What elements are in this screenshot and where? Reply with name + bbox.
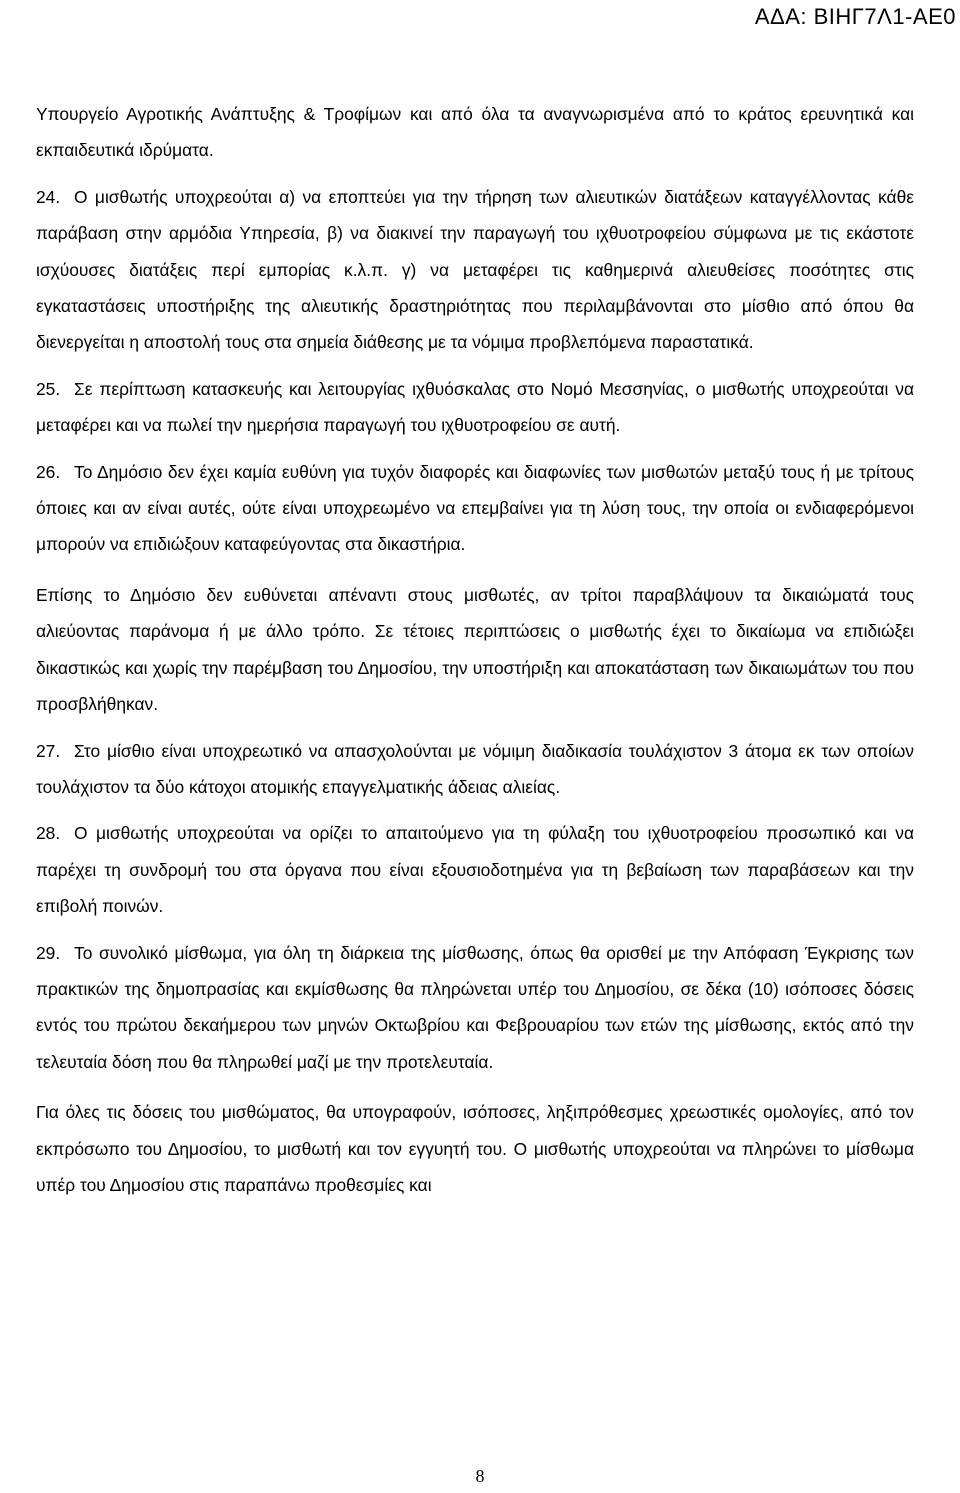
item-paragraph: Το Δημόσιο δεν έχει καμία ευθύνη για τυχόν διαφορές και διαφωνίες των μισθωτών μεταξύ τους ή με τρίτους όποιες και αν είναι αυτές, ούτε είναι υποχρεωμένο να επεμβαίνει για τη λύση τους, την οποία οι ενδιαφερόμενοι μπορούν να επιδιώξουν καταφεύγοντας στα δικαστήρια. — [36, 461, 914, 555]
item-paragraph: Σε περίπτωση κατασκευής και λειτουργίας ιχθυόσκαλας στο Νομό Μεσσηνίας, ο μισθωτής υποχρεούται να μεταφέρει και να πωλεί την ημερήσια παραγωγή του ιχθυοτροφείου σε αυτή. — [36, 378, 914, 436]
item-paragraph: Ο μισθωτής υποχρεούται α) να εποπτεύει για την τήρηση των αλιευτικών διατάξεων καταγγέλλοντας κάθε παράβαση στην αρμόδια Υπηρεσία, β) να διακινεί την παραγωγή του ιχθυοτροφείου σύμφωνα με τις εκάστοτε ισχύουσες διατάξεις περί εμπορίας κ.λ.π. γ) να μεταφέρει τις καθημερινά αλιευθείσες ποσότητες στις εγκαταστάσεις υποστήριξης της αλιευτικής δραστηριότητας που περιλαμβάνονται στο μίσθιο από όπου θα διενεργείται η αποστολή τους στα σημεία διάθεσης με τα νόμιμα προβλεπόμενα παραστατικά. — [36, 186, 914, 353]
list-item-28: 28. Ο μισθωτής υποχρεούται να ορίζει το απαιτούμενο για τη φύλαξη του ιχθυοτροφείου προσωπικό και να παρέχει τη συνδρομή του στα όργανα που είναι εξουσιοδοτημένα για τη βεβαίωση των παραβάσεων και την επιβολή ποινών. — [36, 815, 914, 924]
list-item-27: 27. Στο μίσθιο είναι υποχρεωτικό να απασχολούνται με νόμιμη διαδικασία τουλάχιστον 3 άτομα εκ των οποίων τουλάχιστον τα δύο κάτοχοι ατομικής επαγγελματικής άδειας αλιείας. — [36, 733, 914, 806]
item-paragraph: Ο μισθωτής υποχρεούται να ορίζει το απαιτούμενο για τη φύλαξη του ιχθυοτροφείου προσωπικό και να παρέχει τη συνδρομή του στα όργανα που είναι εξουσιοδοτημένα για τη βεβαίωση των παραβάσεων και την επιβολή ποινών. — [36, 823, 914, 917]
list-item-25: 25. Σε περίπτωση κατασκευής και λειτουργίας ιχθυόσκαλας στο Νομό Μεσσηνίας, ο μισθωτής υποχρεούται να μεταφέρει και να πωλεί την ημερήσια παραγωγή του ιχθυοτροφείου σε αυτή. — [36, 371, 914, 444]
item-paragraph: Στο μίσθιο είναι υποχρεωτικό να απασχολούνται με νόμιμη διαδικασία τουλάχιστον 3 άτομα εκ των οποίων τουλάχιστον τα δύο κάτοχοι ατομικής επαγγελματικής άδειας αλιείας. — [36, 740, 914, 797]
item-paragraph: Για όλες τις δόσεις του μισθώματος, θα υπογραφούν, ισόποσες, ληξιπρόθεσμες χρεωστικές ομολογίες, από τον εκπρόσωπο του Δημοσίου, το μισθωτή και τον εγγυητή του. Ο μισθωτής υποχρεούται να πληρώνει το μίσθωμα υπέρ του Δημοσίου στις παραπάνω προθεσμίες και — [36, 1102, 914, 1195]
document-body — [36, 96, 914, 1203]
item-paragraph: Επίσης το Δημόσιο δεν ευθύνεται απέναντι στους μισθωτές, αν τρίτοι παραβλάψουν τα δικαιώματά τους αλιεύοντας παράνομα ή με άλλο τρόπο. Σε τέτοιες περιπτώσεις ο μισθωτής έχει το δικαίωμα να επιδιώξει δικαστικώς και χωρίς την παρέμβαση του Δημοσίου, την υποστήριξη και αποκατάσταση των δικαιωμάτων του που προσβλήθηκαν. — [36, 584, 914, 715]
page-number: 8 — [475, 1466, 485, 1486]
intro-continuation: Υπουργείο Αγροτικής Ανάπτυξης & Τροφίμων και από όλα τα αναγνωρισμένα από το κράτος ερευνητικά και εκπαιδευτικά ιδρύματα. — [36, 104, 914, 161]
item-paragraph: Το συνολικό μίσθωμα, για όλη τη διάρκεια της μίσθωσης, όπως θα ορισθεί με την Απόφαση Έγκρισης των πρακτικών της δημοπρασίας και εκμίσθωσης θα πληρώνεται υπέρ του Δημοσίου, σε δέκα (10) ισόποσες δόσεις εντός του πρώτου δεκαήμερου των μηνών Οκτωβρίου και Φεβρουαρίου των ετών της μίσθωσης, εκτός από την τελευταία δόση που θα πληρωθεί μαζί με την προτελευταία. — [36, 942, 914, 1072]
list-item-29: 29. Το συνολικό μίσθωμα, για όλη τη διάρκεια της μίσθωσης, όπως θα ορισθεί με την Απόφαση Έγκρισης των πρακτικών της δημοπρασίας και εκμίσθωσης θα πληρώνεται υπέρ του Δημοσίου, σε δέκα (10) ισόποσες δόσεις εντός του πρώτου δεκαήμερου των μηνών Οκτωβρίου και Φεβρουαρίου των ετών της μίσθωσης, εκτός από την τελευταία δόση που θα πληρωθεί μαζί με την προτελευταία. Για όλες τις δόσεις του μισθώματος, θα υπογραφούν, ισόποσες, ληξιπρόθεσμες χρεωστικές ομολογίες, από τον εκπρόσωπο του Δημοσίου, το μισθωτή και τον εγγυητή του. Ο μισθωτής υποχρεούται να πληρώνει το μίσθωμα υπέρ του Δημοσίου στις παραπάνω προθεσμίες και — [36, 935, 914, 1204]
ada-code: ΑΔΑ: ΒΙΗΓ7Λ1-ΑΕ0 — [754, 4, 956, 29]
list-item-26: 26. Το Δημόσιο δεν έχει καμία ευθύνη για τυχόν διαφορές και διαφωνίες των μισθωτών μεταξύ τους ή με τρίτους όποιες και αν είναι αυτές, ούτε είναι υποχρεωμένο να επεμβαίνει για τη λύση τους, την οποία οι ενδιαφερόμενοι μπορούν να επιδιώξουν καταφεύγοντας στα δικαστήρια. Επίσης το Δημόσιο δεν ευθύνεται απέναντι στους μισθωτές, αν τρίτοι παραβλάψουν τα δικαιώματά τους αλιεύοντας παράνομα ή με άλλο τρόπο. Σε τέτοιες περιπτώσεις ο μισθωτής έχει το δικαίωμα να επιδιώξει δικαστικώς και χωρίς την παρέμβαση του Δημοσίου, την υποστήριξη και αποκατάσταση των δικαιωμάτων του που προσβλήθηκαν. — [36, 454, 914, 723]
list-item-24: 24. Ο μισθωτής υποχρεούται α) να εποπτεύει για την τήρηση των αλιευτικών διατάξεων καταγγέλλοντας κάθε παράβαση στην αρμόδια Υπηρεσία, β) να διακινεί την παραγωγή του ιχθυοτροφείου σύμφωνα με τις εκάστοτε ισχύουσες διατάξεις περί εμπορίας κ.λ.π. γ) να μεταφέρει τις καθημερινά αλιευθείσες ποσότητες στις εγκαταστάσεις υποστήριξης της αλιευτικής δραστηριότητας που περιλαμβάνονται στο μίσθιο από όπου θα διενεργείται η αποστολή τους στα σημεία διάθεσης με τα νόμιμα προβλεπόμενα παραστατικά. — [36, 179, 914, 361]
